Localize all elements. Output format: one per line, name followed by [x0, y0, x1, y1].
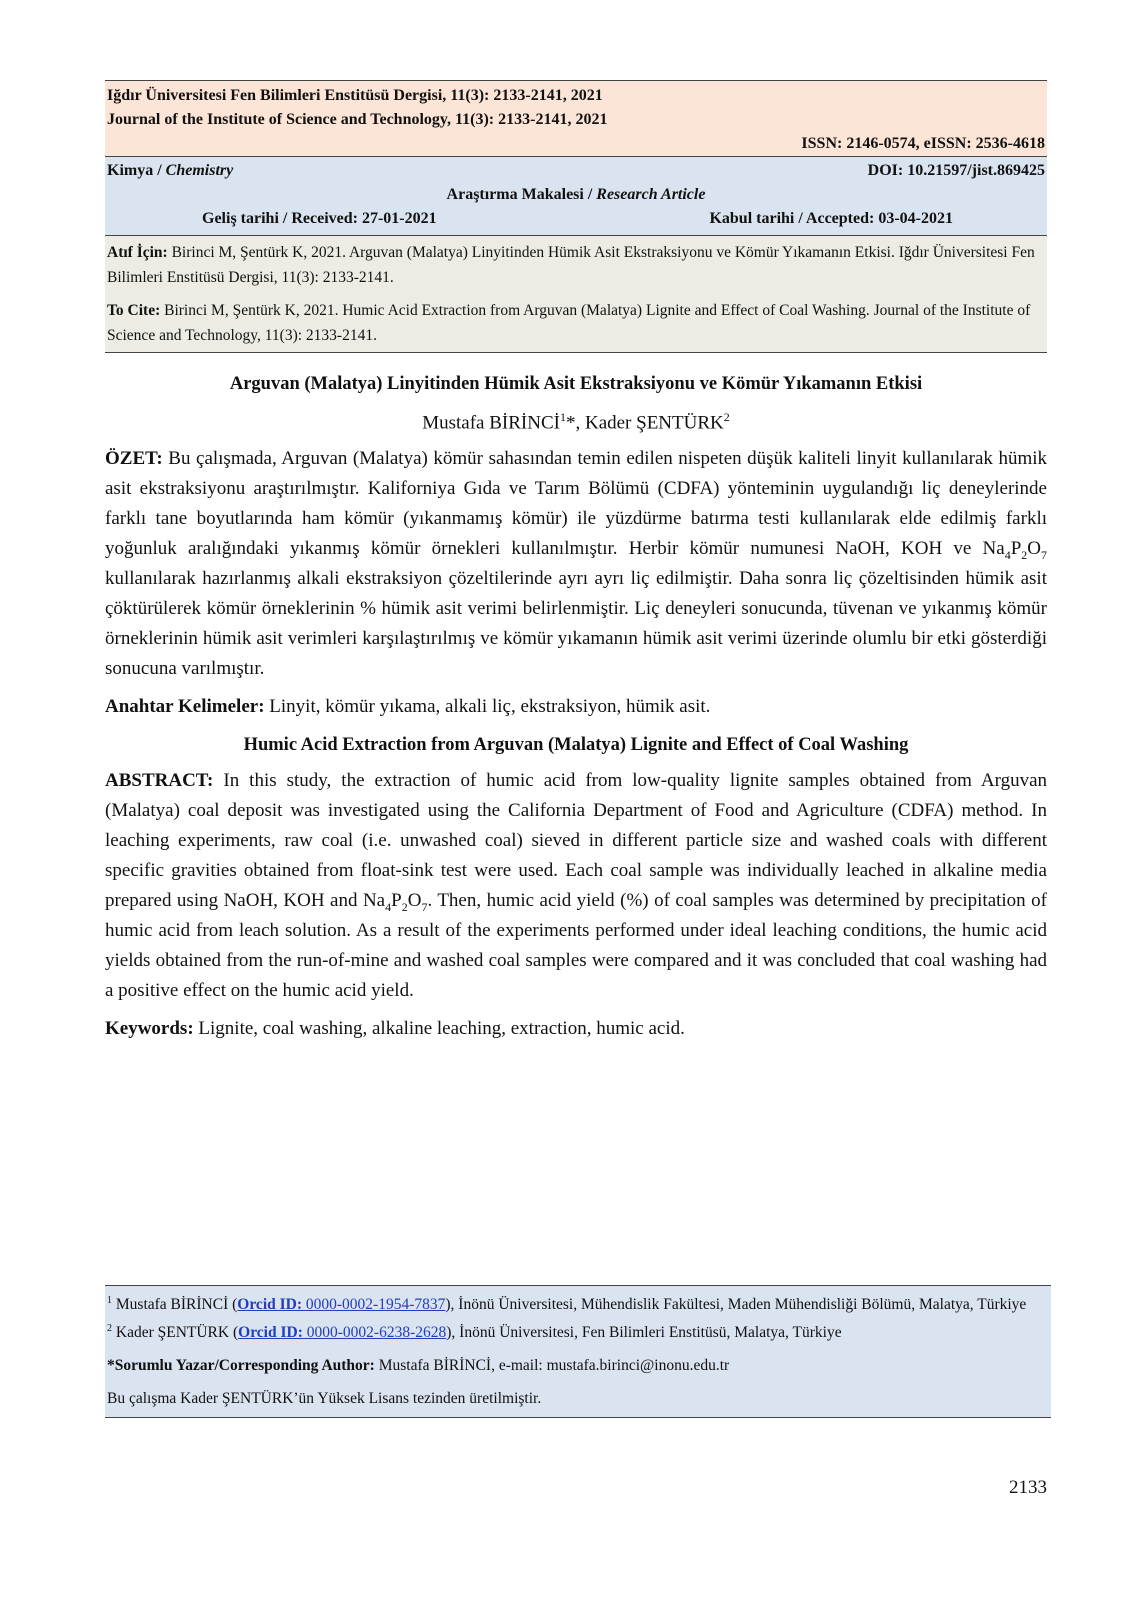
title-tr: Arguvan (Malatya) Linyitinden Hümik Asit Ekstraksiyonu ve Kömür Yıkamanın Etkisi [229, 374, 923, 394]
issn: ISSN: 2146-0574, eISSN: 2536-4618 [801, 135, 1045, 152]
footnotes [105, 1285, 1051, 1418]
authors: Mustafa BİRİNCİ$^1$*, Kader ŞENTÜRK$^2$ [422, 410, 730, 434]
doi: DOI: 10.21597/jist.869425 [867, 162, 1045, 179]
received-date: Geliş tarihi / Received: 27-01-2021 [202, 210, 437, 227]
orcid-link-1[interactable]: Orcid ID: 0000-0002-1954-7837 [237, 1296, 446, 1314]
page-number: 2133 [1009, 1477, 1047, 1498]
accepted-date: Kabul tarihi / Accepted: 03-04-2021 [709, 210, 953, 227]
article-page [105, 80, 1047, 1044]
journal-name-tr: Iğdır Üniversitesi Fen Bilimleri Enstitüsü Dergisi, 11(3): 2133-2141, 2021 [107, 87, 603, 104]
field: Kimya / Chemistry [107, 162, 234, 179]
orcid-link-2[interactable]: Orcid ID: 0000-0002-6238-2628 [238, 1324, 447, 1342]
keywords-tr: Anahtar Kelimeler: Linyit, kömür yıkama, alkali liç, ekstraksiyon, hümik asit. [105, 696, 711, 718]
title-en: Humic Acid Extraction from Arguvan (Malatya) Lignite and Effect of Coal Washing [243, 735, 909, 756]
footnote-2: $^2$ Kader ŞENTÜRK (Orcid ID: 0000-0002-6238-2628), İnönü Üniversitesi, Fen Bilimleri Enstitüsü, Malatya, Türkiye [107, 1323, 842, 1342]
article-info-header [105, 156, 1047, 235]
keywords-en: Keywords: Lignite, coal washing, alkaline leaching, extraction, humic acid. [105, 1018, 685, 1040]
corresponding-author: *Sorumlu Yazar/Corresponding Author: Mustafa BİRİNCİ, e-mail: mustafa.birinci@inonu.edu.tr [107, 1357, 730, 1375]
journal-name-en: Journal of the Institute of Science and Technology, 11(3): 2133-2141, 2021 [107, 111, 608, 128]
footnote-1: $^1$ Mustafa BİRİNCİ (Orcid ID: 0000-0002-1954-7837), İnönü Üniversitesi, Mühendislik Fakültesi, Maden Mühendisliği Bölümü, Malatya, Türkiye [107, 1295, 1027, 1314]
citation-tr: Atıf İçin: Birinci M, Şentürk K, 2021. Arguvan (Malatya) Linyitinden Hümik Asit Ekstraksiyonu ve Kömür Yıkamanın Etkisi. Iğdır Üniversitesi Fen Bilimleri Enstitüsü Dergisi, 11(3): 2133-2141. [107, 244, 1035, 286]
article-type: Araştırma Makalesi / Research Article [446, 186, 706, 203]
citation-en: To Cite: Birinci M, Şentürk K, 2021. Humic Acid Extraction from Arguvan (Malatya) Lignite and Effect of Coal Washing. Journal of the Institute of Science and Technology, 11(3): 2133-2141. [107, 302, 1031, 344]
thesis-note: Bu çalışma Kader ŞENTÜRK’ün Yüksek Lisans tezinden üretilmiştir. [107, 1390, 542, 1408]
abstract-en: ABSTRACT: In this study, the extraction of humic acid from low-quality lignite samples obtained from Arguvan (Malatya) coal deposit was investigated using the California Department of Food and Agriculture (CDFA) method. In leaching experiments, raw coal (i.e. unwashed coal) sieved in different particle size and washed coals with different specific gravities obtained from float-sink test were used. Each coal sample was individually leached in alkaline media prepared using NaOH, KOH and $Na_4P_2O_7$. Then, humic acid yield (%) of coal samples was determined by precipitation of humic acid from leach solution. As a result of the experiments performed under ideal leaching conditions, the humic acid yields obtained from the run-of-mine and washed coal samples were compared and it was concluded that coal washing had a positive effect on the humic acid yield. [105, 770, 1047, 1002]
journal-header [105, 80, 1047, 156]
abstract-tr: ÖZET: Bu çalışmada, Arguvan (Malatya) kömür sahasından temin edilen nispeten düşük kaliteli linyit kullanılarak hümik asit ekstraksiyonu araştırılmıştır. Kaliforniya Gıda ve Tarım Bölümü (CDFA) yönteminin uygulandığı liç deneylerinde farklı tane boyutlarında ham kömür (yıkanmamış kömür) ile yüzdürme batırma testi kullanılarak elde edilmiş farklı yoğunluk aralığındaki yıkanmış kömür örnekleri kullanılmıştır. Herbir kömür numunesi NaOH, KOH ve $Na_4P_2O_7$ kullanılarak hazırlanmış alkali ekstraksiyon çözeltilerinde ayrı ayrı liç edilmiştir. Daha sonra liç çözeltisinden hümik asit çöktürülerek kömür örneklerinin % hümik asit verimi belirlenmiştir. Liç deneyleri sonucunda, tüvenan ve yıkanmış kömür örneklerinin hümik asit verimleri karşılaştırılmış ve kömür yıkamanın hümik asit verimi üzerinde olumlu bir etki gösterdiği sonucuna varılmıştır. [105, 448, 1047, 680]
citation-box [105, 235, 1047, 353]
